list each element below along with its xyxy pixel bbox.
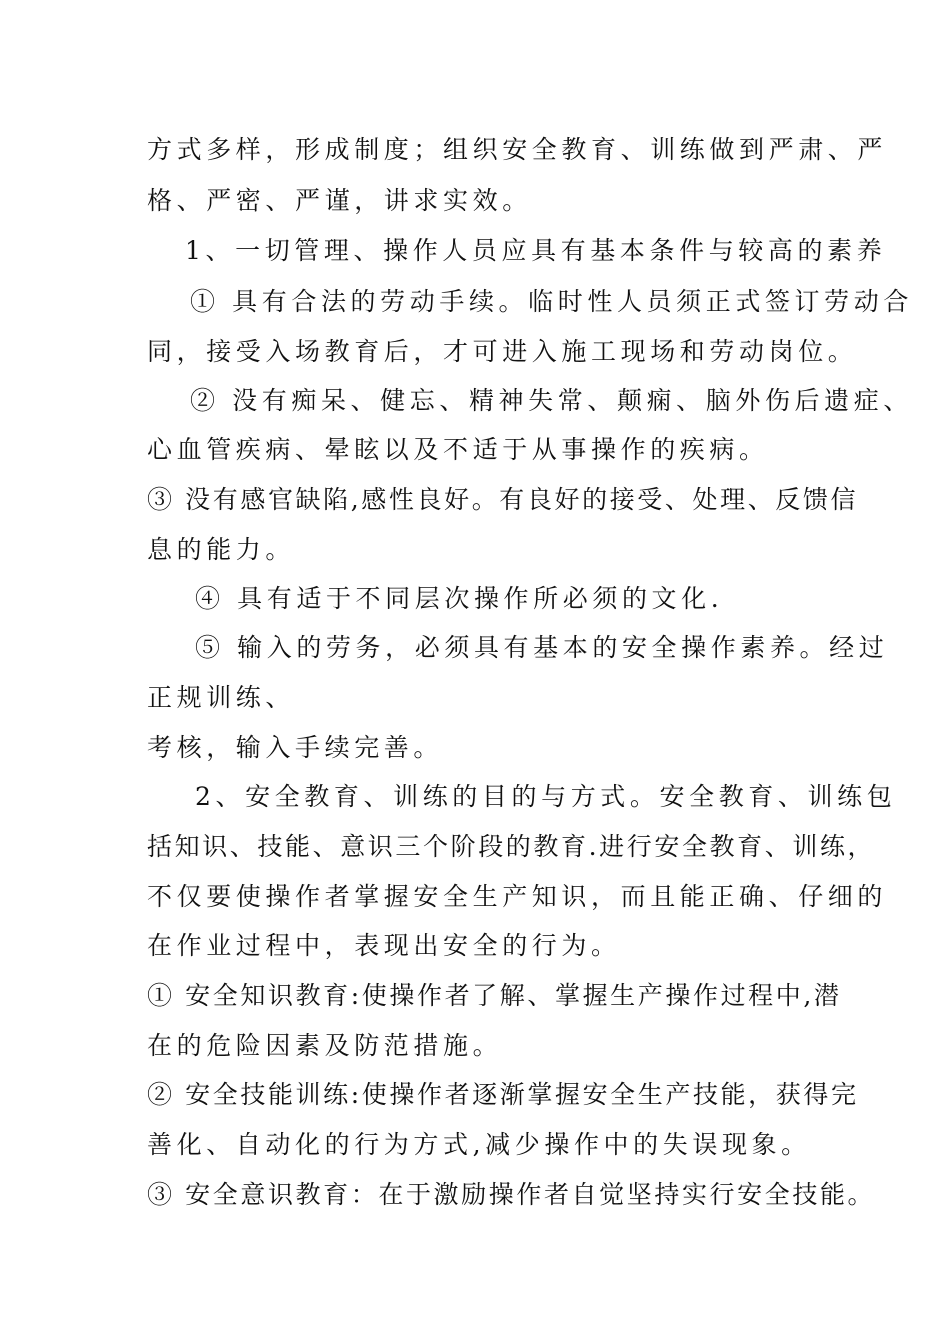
list-item-8: ③ 安全意识教育：在于激励操作者自觉坚持实行安全技能。: [147, 1180, 876, 1209]
text-line-2: 格、严密、严谨，讲求实效。: [147, 186, 532, 215]
text-line-15: 括知识、技能、意识三个阶段的教育.进行安全教育、训练，: [147, 832, 876, 861]
text-line-19: 在的危险因素及防范措施。: [147, 1031, 503, 1060]
text-line-7: 心血管疾病、晕眩以及不适于从事操作的疾病。: [147, 435, 769, 464]
text-line-21: 善化、自动化的行为方式,减少操作中的失误现象。: [147, 1130, 811, 1159]
text-line-9: 息的能力。: [147, 535, 296, 564]
text-line-1: 方式多样，形成制度；组织安全教育、训练做到严肃、严: [147, 135, 888, 164]
list-item-6: ① 安全知识教育:使操作者了解、掌握生产操作过程中,潜: [147, 981, 842, 1010]
text-line-17: 在作业过程中，表现出安全的行为。: [147, 931, 621, 960]
text-line-5: 同，接受入场教育后，才可进入施工现场和劳动岗位。: [147, 337, 858, 366]
list-item-2: ② 没有痴呆、健忘、精神失常、颠痫、脑外伤后遗症、: [190, 386, 913, 415]
section-heading-2: 2、安全教育、训练的目的与方式。安全教育、训练包: [195, 782, 897, 811]
text-line-13: 考核，输入手续完善。: [147, 733, 444, 762]
list-item-7: ② 安全技能训练:使操作者逐渐掌握安全生产技能，获得完: [147, 1080, 859, 1109]
list-item-4: ④ 具有适于不同层次操作所必须的文化.: [195, 584, 724, 613]
text-line-16: 不仅要使操作者掌握安全生产知识，而且能正确、仔细的: [147, 882, 888, 911]
list-item-3: ③ 没有感官缺陷,感性良好。有良好的接受、处理、反馈信: [147, 485, 859, 514]
list-item-1: ① 具有合法的劳动手续。临时性人员须正式签订劳动合: [190, 287, 913, 316]
text-line-12: 正规训练、: [147, 683, 296, 712]
list-item-5: ⑤ 输入的劳务，必须具有基本的安全操作素养。经过: [195, 633, 889, 662]
section-heading-1: 1、一切管理、操作人员应具有基本条件与较高的素养: [185, 236, 887, 265]
